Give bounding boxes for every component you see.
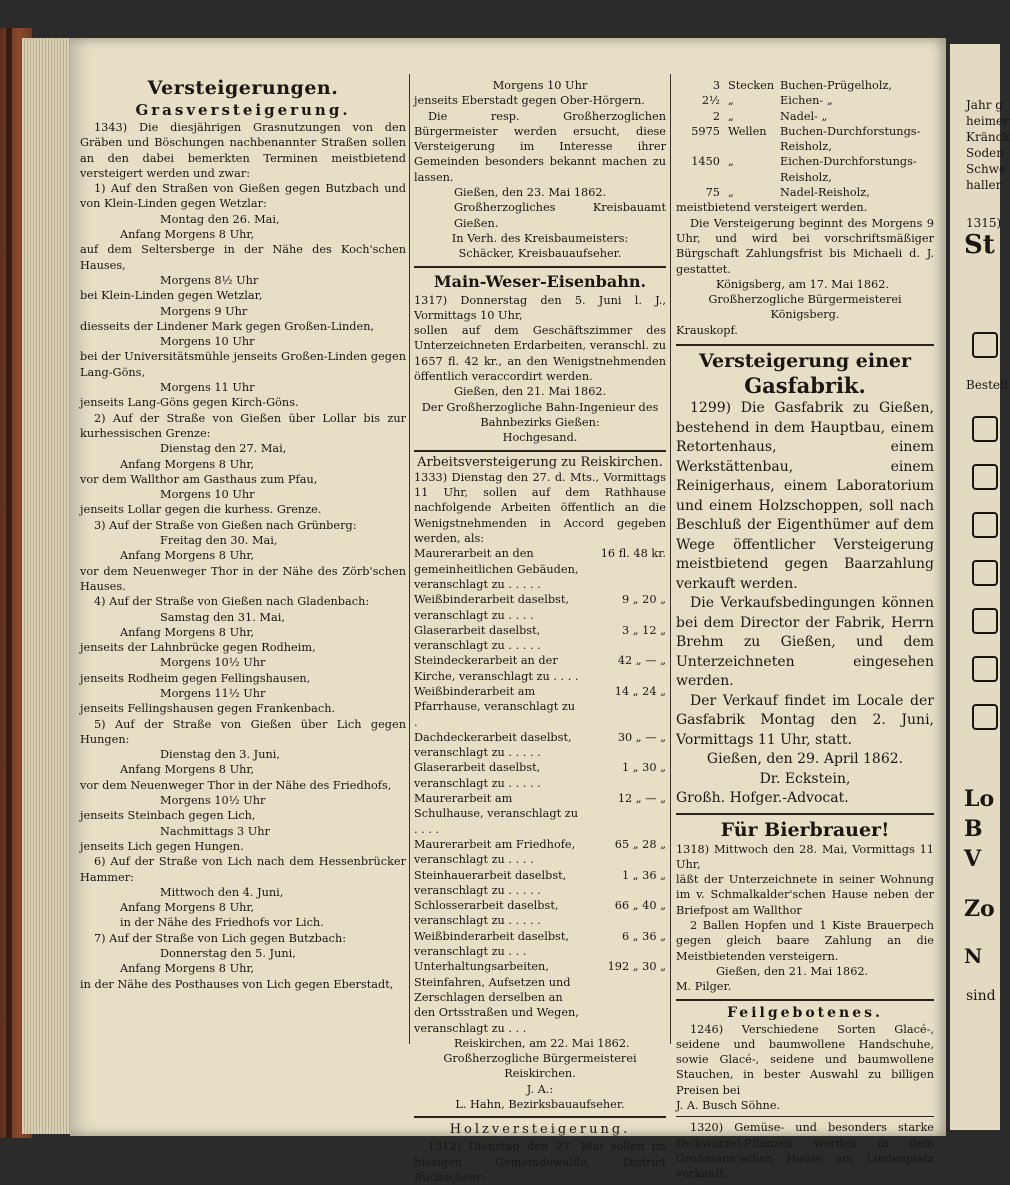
work-item-value: 1 „ 30 „ (621, 761, 666, 775)
next-page-fragment (950, 44, 1010, 1130)
wood-item-unit: „ (728, 109, 734, 123)
text-line: Morgens 10 Uhr (160, 335, 255, 349)
text-line: Morgens 9 Uhr (160, 304, 248, 318)
work-item (414, 837, 666, 868)
text-line: sollen auf dem Geschäftszimmer des Unterzeichneten Erdarbeiten, veranschl. zu 1657 fl. 42 kr., an den Wenigstnehmenden öffentlich veraccordirt werden. (414, 324, 666, 384)
fragment-text: heimer (966, 114, 1009, 128)
work-signature (414, 1036, 666, 1112)
sub-heading: Grasversteigerung. (135, 101, 351, 119)
work-intro: 1333) Dienstag den 27. d. Mts., Vormittags 11 Uhr, sollen auf dem Rathhause nachfolgende Arbeiten öffentlich an die Wenigstnehmenden in Accord gegeben werden, als: (414, 470, 666, 546)
fragment-text: haller (966, 178, 1002, 192)
text-line: Freitag den 30. Mai, (160, 534, 278, 548)
fragment-heading: N (964, 944, 983, 968)
brewer-heading: Für Bierbrauer! (720, 818, 890, 841)
glove-notice (676, 1022, 934, 1114)
text-line: 6) Auf der Straße von Lich nach dem Hessenbrücker Hammer: (80, 855, 406, 884)
wood-item (676, 78, 934, 93)
text-line: jenseits Lich gegen Hungen. (80, 839, 244, 853)
text-line: Morgens 11½ Uhr (160, 686, 266, 700)
text-line: L. Hahn, Bezirksbauaufseher. (455, 1098, 625, 1111)
work-item-label: Steinhauerarbeit daselbst, veranschlagt zu . . . . . (414, 868, 567, 897)
text-line: 1246) Verschiedene Sorten Glacé-, seidene und baumwollene Handschuhe, sowie Glacé-, seidene und baumwollene Stauchen, in bester Auswahl zu billigen Preisen bei (676, 1022, 934, 1097)
text-line: in der Nähe des Posthauses von Lich gegen Eberstadt, (80, 977, 394, 991)
text-line: Morgens 8½ Uhr (160, 273, 259, 287)
work-item-label: Maurerarbeit am Schulhause, veranschlagt zu . . . . (414, 792, 578, 836)
work-item-label: Weißbinderarbeit daselbst, veranschlagt zu . . . (414, 929, 569, 959)
work-item-value: 42 „ — „ (617, 654, 666, 668)
work-item-value: 1 „ 36 „ (621, 868, 666, 882)
text-line: Dienstag den 27. Mai, (160, 442, 287, 456)
text-line: 2 Ballen Hopfen und 1 Kiste Brauerpech gegen gleich baare Zahlung an die Meistbietenden versteigern. (676, 919, 934, 963)
text-line: In Verh. des Kreisbaumeisters: (451, 231, 629, 245)
work-item (414, 868, 666, 899)
text-line: Dr. Eckstein, (759, 770, 851, 787)
text-line: vor dem Neuenweger Thor in der Nähe des Friedhofs, (80, 778, 392, 792)
sale-heading: Feilgebotenes. (727, 1004, 883, 1021)
wood-item-unit: Wellen (728, 124, 767, 138)
work-item-value: 14 „ 24 „ (614, 684, 666, 698)
divider (414, 1116, 666, 1118)
text-line: Morgens 10 Uhr (492, 79, 588, 92)
text-line: Gießen, den 29. April 1862. (706, 751, 904, 768)
text-line: jenseits Lang-Göns gegen Kirch-Göns. (80, 396, 299, 410)
wood-item-unit: Stecken (728, 79, 775, 92)
wood-item-kind: Nadel- „ (780, 109, 828, 123)
fragment-text: Kränck (966, 130, 1010, 144)
text-line: Großh. Hofger.-Advocat. (676, 790, 849, 807)
column-1 (80, 76, 406, 992)
text-line: Montag den 26. Mai, (160, 212, 280, 226)
wood-heading: Holzversteigerung. (449, 1122, 631, 1138)
text-line: J. A. Busch Söhne. (676, 1099, 781, 1112)
text-line: Reiskirchen, am 22. Mai 1862. (454, 1036, 630, 1050)
wood-item-kind: Eichen- „ (780, 94, 833, 108)
notice-cont (414, 78, 666, 262)
text-line: jenseits Rodheim gegen Fellingshausen, (80, 671, 311, 685)
work-item (414, 929, 666, 960)
text-line: jenseits Steinbach gegen Lich, (80, 809, 256, 823)
rail-heading: Main-Weser-Eisenbahn. (433, 271, 647, 291)
divider (676, 813, 934, 815)
wood-item (676, 124, 934, 155)
divider (676, 999, 934, 1001)
text-line: Samstag den 31. Mai, (160, 610, 285, 624)
work-item-value: 12 „ — „ (617, 792, 666, 806)
wood-notice-end (676, 200, 934, 338)
divider (414, 266, 666, 268)
fragment-heading: V (964, 846, 982, 872)
gas-notice (676, 399, 934, 809)
text-line: M. Pilger. (676, 980, 732, 994)
work-item (414, 623, 666, 654)
text-line: Die Verkaufsbedingungen können bei dem Director der Fabrik, Herrn Brehm zu Gießen, und dem Unterzeichneten eingesehen werden. (676, 595, 934, 690)
ornament-icon (972, 332, 998, 358)
work-item (414, 730, 666, 761)
wood-item-qty: 5975 (691, 124, 720, 138)
fragment-heading: St (964, 230, 995, 260)
intro-text: 1343) Die diesjährigen Grasnutzungen von den Gräben und Böschungen nachbenannter Straßen sollen an den dabei bemerkten Terminen meistbietend versteigert werden und zwar: (80, 121, 406, 180)
wood-intro: 1312) Dienstag den 27. Mai sollen im hiesigen Gemeindewalde, District Buchscheer: (414, 1140, 666, 1184)
work-item-label: Glaserarbeit daselbst, veranschlagt zu . . . . . (414, 623, 541, 653)
wood-item-unit: „ (728, 186, 734, 200)
column-rule-2 (670, 74, 671, 1044)
fragment-text: 1315) (966, 216, 1002, 230)
work-item-value: 30 „ — „ (617, 730, 666, 744)
fragment-text: Jahr g (966, 98, 1003, 112)
plant-notice: 1320) Gemüse- und besonders starke Dickwurzel-Pflanzen werden in dem Großmann'schen Hause am Lindenplatz verkauft. (676, 1121, 934, 1181)
text-line: meistbietend versteigert werden. (676, 201, 868, 215)
text-line: Gießen, den 21. Mai 1862. (454, 385, 607, 399)
wood-item (676, 109, 934, 124)
text-line: Morgens 10 Uhr (160, 488, 255, 502)
text-line: 4) Auf der Straße von Gießen nach Gladenbach: (94, 595, 370, 609)
work-item-label: Glaserarbeit daselbst, veranschlagt zu . . . . . (414, 761, 541, 790)
text-line: bei Klein-Linden gegen Wetzlar, (80, 289, 263, 303)
work-item (414, 653, 666, 684)
text-line: diesseits der Lindener Mark gegen Großen-Linden, (80, 319, 375, 333)
text-line: Mittwoch den 4. Juni, (160, 885, 284, 899)
text-line: läßt der Unterzeichnete in seiner Wohnung im v. Schmalkalder'schen Hause neben der Briefpost am Wallthor (676, 873, 934, 917)
text-line: Königsberg, am 17. Mai 1862. (716, 277, 890, 291)
work-items (414, 546, 666, 1036)
text-line: in der Nähe des Friedhofs vor Lich. (120, 916, 324, 930)
text-line: jenseits Lollar gegen die kurhess. Grenze. (80, 503, 322, 517)
work-item-value: 6 „ 36 „ (621, 929, 666, 943)
work-item-value: 3 „ 12 „ (621, 623, 666, 637)
wood-item-qty: 2 (712, 109, 720, 123)
text-line: 1) Auf den Straßen von Gießen gegen Butzbach und von Klein-Linden gegen Wetzlar: (80, 182, 406, 211)
work-item-label: Dachdeckerarbeit daselbst, veranschlagt zu . . . . . (414, 730, 572, 760)
text-line: 2) Auf der Straße von Gießen über Lollar bis zur kurhessischen Grenze: (80, 411, 406, 440)
rail-notice (414, 293, 666, 446)
wood-item-unit: „ (728, 155, 734, 169)
wood-item-qty: 2½ (701, 94, 720, 108)
wood-item-qty: 75 (705, 186, 720, 200)
wood-item (676, 93, 934, 108)
divider (676, 344, 934, 346)
text-line: jenseits Fellingshausen gegen Frankenbach. (80, 702, 336, 716)
work-item-value: 16 fl. 48 kr. (600, 547, 666, 561)
text-line: Anfang Morgens 8 Uhr, (120, 625, 255, 639)
ornament-icon (972, 656, 998, 682)
ornament-icon (972, 608, 998, 634)
text-line: auf dem Seltersberge in der Nähe des Koch'schen Hauses, (80, 243, 406, 272)
text-line: Die Versteigerung beginnt des Morgens 9 Uhr, und wird bei vorschriftsmäßiger Bürgschaft Zahlungsfrist bis Michaeli d. J. gestattet. (676, 216, 934, 276)
text-line: Anfang Morgens 8 Uhr, (120, 228, 255, 242)
text-line: Dienstag den 3. Juni, (160, 748, 280, 762)
section-heading: Versteigerungen. (147, 77, 339, 99)
work-item-label: Maurerarbeit an den gemeinheitlichen Gebäuden, veranschlagt zu . . . . . (414, 547, 579, 591)
work-item (414, 592, 666, 623)
text-line: Großherzogliche Bürgermeisterei Königsberg. (708, 293, 902, 322)
work-item-value: 9 „ 20 „ (621, 593, 666, 607)
column-3 (676, 78, 934, 1181)
wood-item-qty: 3 (712, 79, 720, 92)
text-line: 1317) Donnerstag den 5. Juni l. J., Vormittags 10 Uhr, (414, 293, 666, 322)
work-heading: Arbeitsversteigerung zu Reiskirchen. (417, 454, 663, 470)
book-spine (6, 28, 12, 1138)
wood-item-kind: Nadel-Reisholz, (780, 186, 870, 200)
text-line: Anfang Morgens 8 Uhr, (120, 457, 255, 471)
work-item (414, 898, 666, 929)
fragment-heading: Lo (964, 786, 995, 812)
wood-item-kind: Eichen-Durchforstungs-Reisholz, (780, 155, 917, 184)
work-item (414, 684, 666, 730)
text-line: Donnerstag den 5. Juni, (160, 947, 296, 961)
column-2 (414, 78, 666, 1185)
work-item-label: Unterhaltungsarbeiten, Steinfahren, Aufsetzen und Zerschlagen derselben an den Ortsstraßen und Wegen, veranschlagt zu . . . (414, 960, 579, 1035)
text-line: Hochgesand. (502, 431, 578, 445)
text-line: 5) Auf der Straße von Gießen über Lich gegen Hungen: (80, 717, 406, 746)
wood-item-kind: Buchen-Prügelholz, (780, 79, 892, 92)
ornament-icon (972, 704, 998, 730)
text-line: Anfang Morgens 8 Uhr, (120, 549, 255, 563)
column-rule-1 (409, 74, 410, 1044)
text-line: bei der Universitätsmühle jenseits Großen-Linden gegen Lang-Göns, (80, 350, 406, 379)
fragment-text: Bestell (966, 378, 1008, 392)
gas-heading-1: Versteigerung einer (698, 350, 911, 373)
text-line: jenseits der Lahnbrücke gegen Rodheim, (80, 641, 316, 655)
text-line: Morgens 10½ Uhr (160, 656, 266, 670)
text-line: Anfang Morgens 8 Uhr, (120, 763, 255, 777)
gas-heading-2: Gasfabrik. (744, 373, 866, 399)
text-line: Nachmittags 3 Uhr (160, 824, 270, 838)
text-line: Die resp. Großherzoglichen Bürgermeister werden ersucht, diese Versteigerung im Interesse ihrer Gemeinden besonders bekannt machen zu lassen. (414, 109, 666, 184)
text-line: 3) Auf der Straße von Gießen nach Grünberg: (94, 518, 357, 532)
work-item (414, 760, 666, 791)
work-item-value: 66 „ 40 „ (614, 899, 666, 913)
work-item-value: 65 „ 28 „ (614, 837, 666, 851)
text-line: Anfang Morgens 8 Uhr, (120, 962, 255, 976)
work-item-label: Schlosserarbeit daselbst, veranschlagt zu . . . . . (414, 899, 559, 928)
ornament-icon (972, 416, 998, 442)
fragment-text: Soden (966, 146, 1004, 160)
text-line: Morgens 10½ Uhr (160, 794, 266, 808)
work-item (414, 546, 666, 592)
text-line: Großherzogliches Kreisbauamt Gießen. (454, 201, 666, 230)
fragment-heading: B (964, 816, 983, 842)
wood-item-unit: „ (728, 94, 734, 108)
work-item-label: Steindeckerarbeit an der Kirche, veranschlagt zu . . . . (414, 654, 579, 683)
auction-lines (80, 181, 406, 992)
work-item-label: Weißbinderarbeit am Pfarrhause, veranschlagt zu . (414, 684, 576, 729)
text-line: vor dem Neuenweger Thor in der Nähe des Zörb'schen Hauses. (80, 564, 406, 593)
wood-item (676, 154, 934, 185)
work-item-value: 192 „ 30 „ (607, 960, 666, 974)
text-line: Morgens 11 Uhr (160, 381, 255, 395)
wood-list (676, 78, 934, 200)
text-line: Gießen, den 21. Mai 1862. (716, 964, 869, 978)
divider (414, 450, 666, 452)
work-item (414, 959, 666, 1035)
ornament-icon (972, 560, 998, 586)
text-line: Schäcker, Kreisbauaufseher. (458, 247, 622, 261)
work-item-label: Maurerarbeit am Friedhofe, veranschlagt zu . . . . (414, 837, 576, 867)
text-line: Anfang Morgens 8 Uhr, (120, 901, 255, 915)
text-line: 1299) Die Gasfabrik zu Gießen, bestehend in dem Hauptbau, einem Retortenhaus, einem Werkstättenbau, einem Reinigerhaus, einem Laboratorium und einem Holzschoppen, soll nach Beschluß der Eigenthümer auf dem Wege öffentlicher Versteigerung meistbietend gegen Baarzahlung verkauft werden. (676, 400, 934, 592)
fragment-text: sind (966, 988, 996, 1004)
fragment-text: Schwe (966, 162, 1007, 176)
ornament-icon (972, 512, 998, 538)
text-line: Krauskopf. (676, 323, 738, 337)
ornament-icon (972, 464, 998, 490)
fragment-heading: Zo (964, 896, 995, 922)
text-line: 1318) Mittwoch den 28. Mai, Vormittags 11 Uhr, (676, 842, 934, 871)
text-line: vor dem Wallthor am Gasthaus zum Pfau, (80, 472, 318, 486)
work-item (414, 791, 666, 837)
text-line: Der Großherzogliche Bahn-Ingenieur des Bahnbezirks Gießen: (421, 400, 659, 429)
text-line: Der Verkauf findet im Locale der Gasfabrik Montag den 2. Juni, Vormittags 11 Uhr, statt. (676, 692, 934, 748)
text-line: 7) Auf der Straße von Lich gegen Butzbach: (94, 931, 347, 945)
divider (676, 1116, 934, 1117)
text-line: Gießen, den 23. Mai 1862. (454, 186, 607, 200)
wood-item-kind: Buchen-Durchforstungs-Reisholz, (780, 124, 921, 154)
text-line: J. A.: (526, 1082, 554, 1096)
wood-item (676, 185, 934, 200)
brewer-notice (676, 842, 934, 995)
work-item-label: Weißbinderarbeit daselbst, veranschlagt zu . . . . (414, 593, 569, 622)
wood-item-qty: 1450 (691, 155, 720, 169)
text-line: Großherzogliche Bürgermeisterei Reiskirchen. (443, 1052, 637, 1081)
text-line: jenseits Eberstadt gegen Ober-Hörgern. (414, 94, 645, 108)
